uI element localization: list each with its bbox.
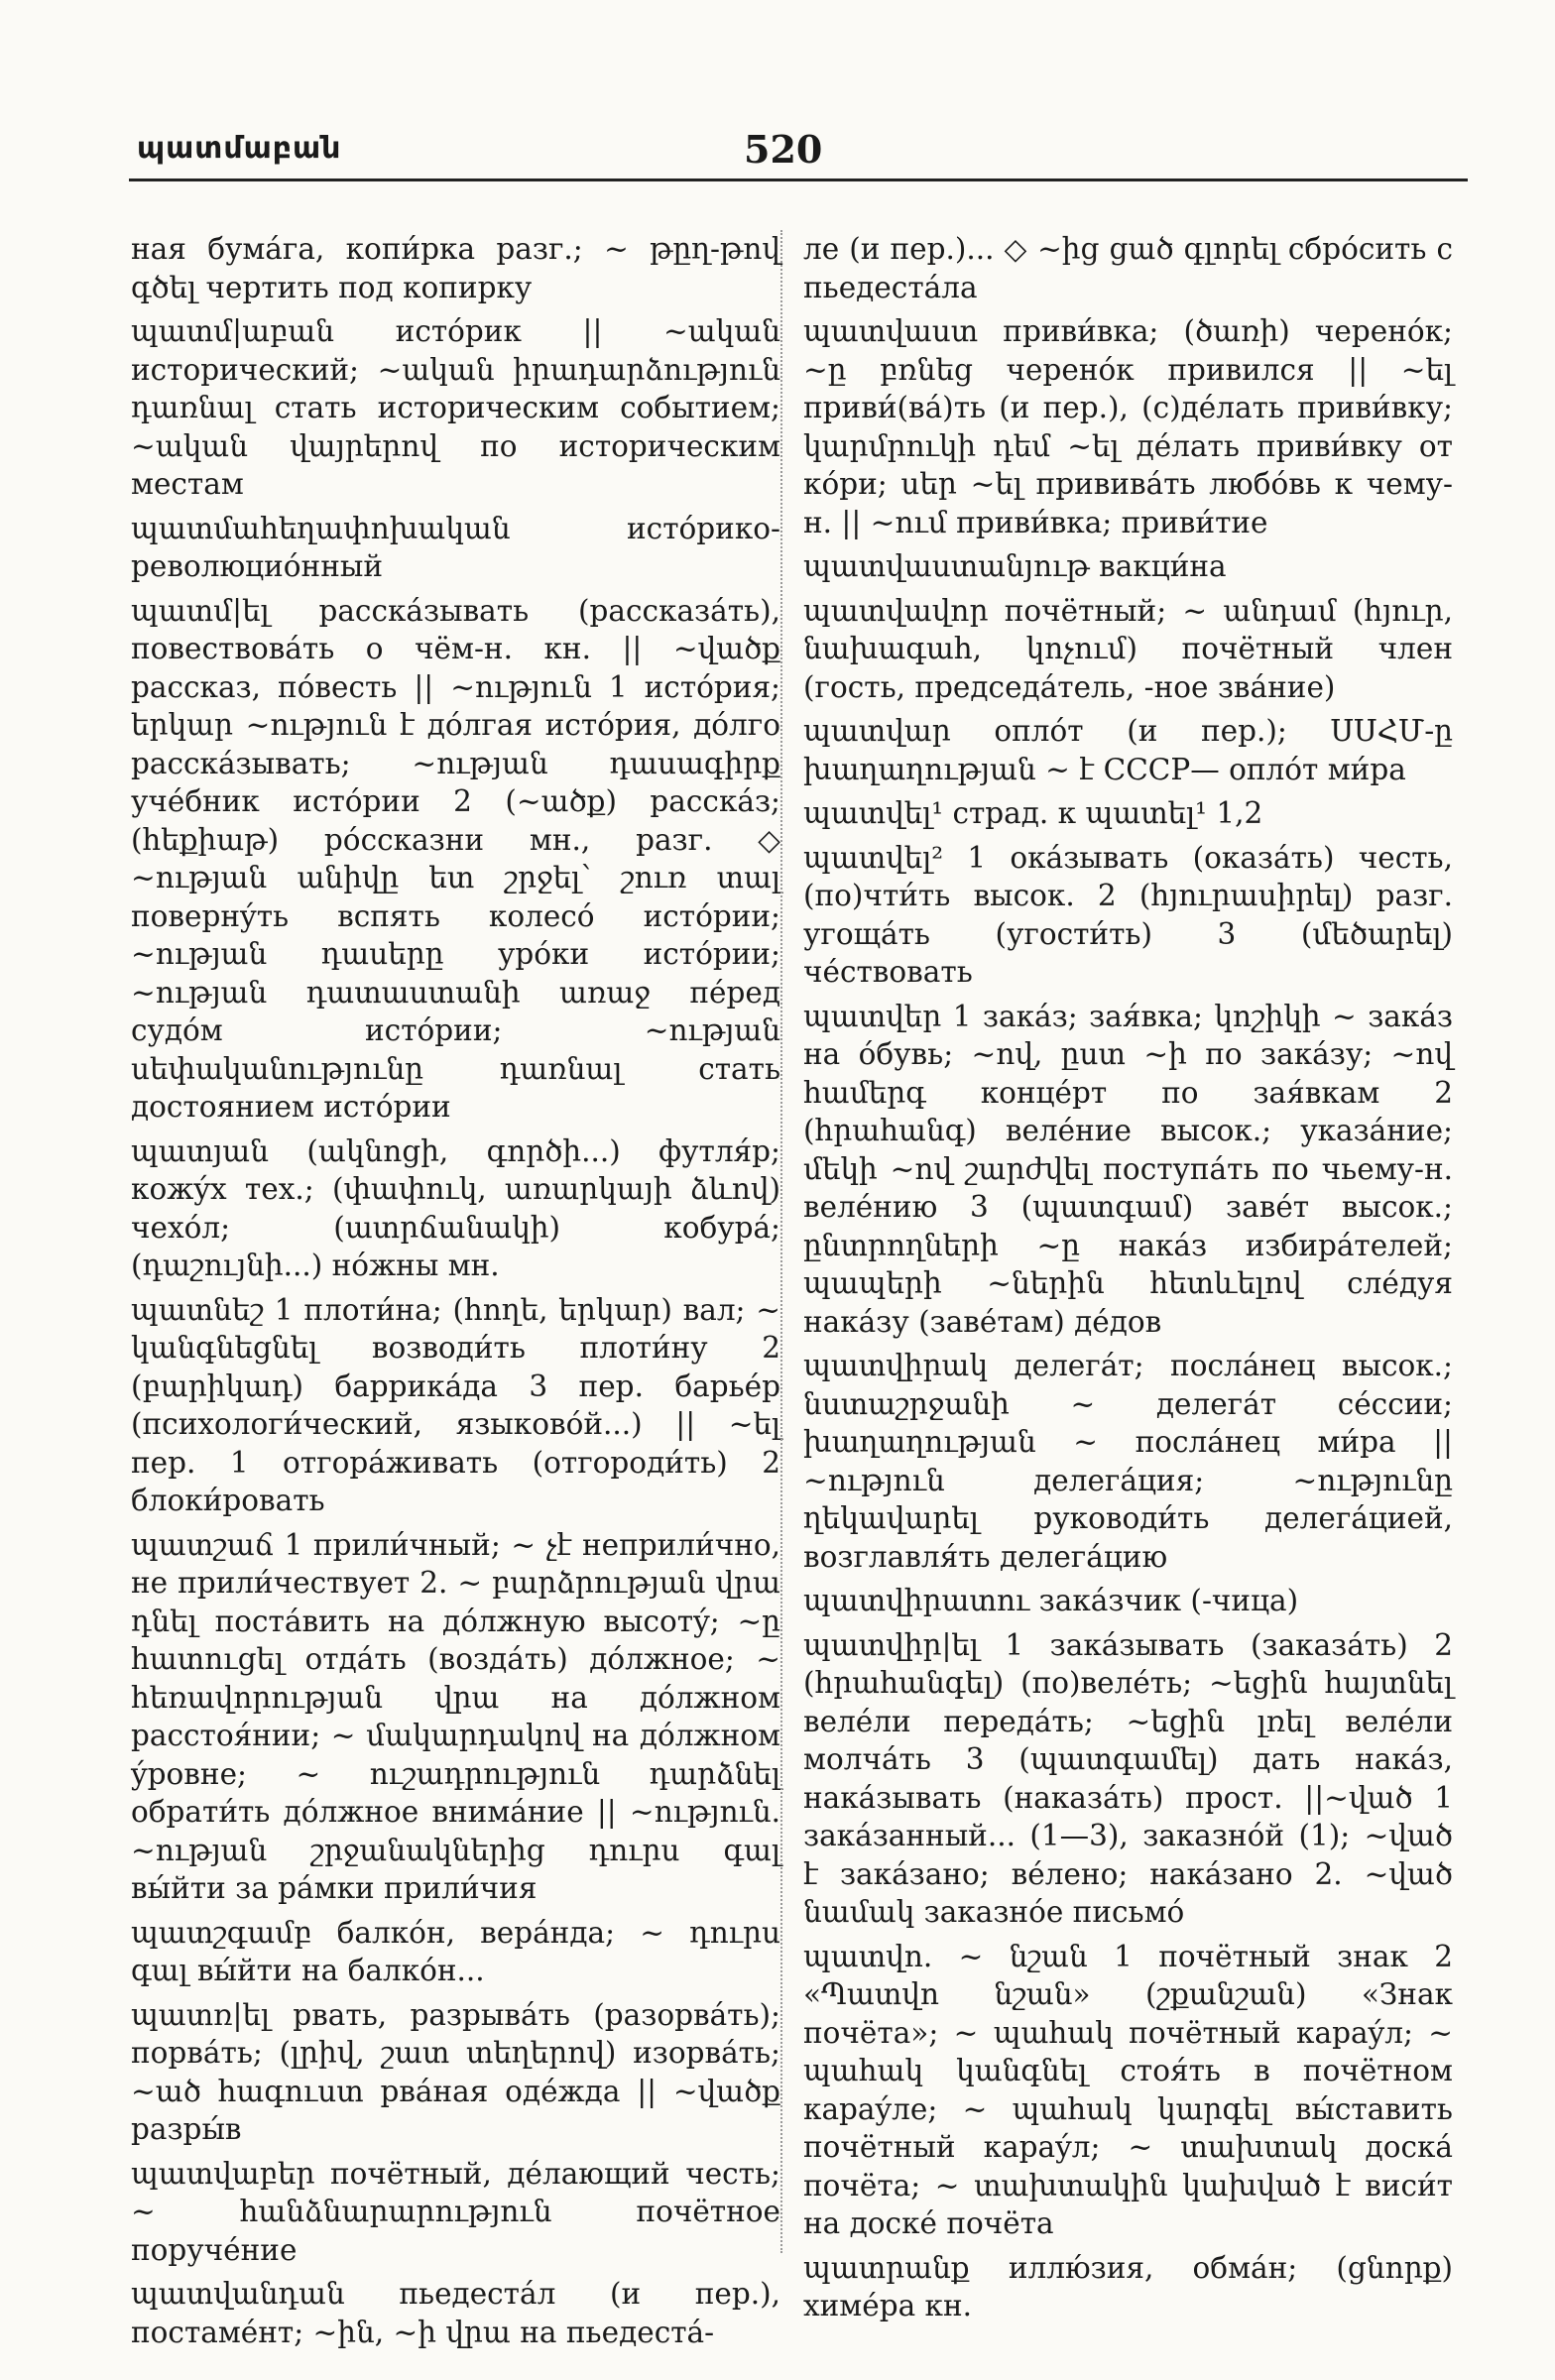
dictionary-entry: պատռ|ել рвать, разрывáть (разорвáть); порвáть; (լրիվ, շատ տեղերով) изорвáть; ~ած հագուստ рвáная одéжда || ~վածք разры́в — [131, 1997, 780, 2146]
dictionary-entry: պատվեր 1 закáз; зая́вка; կոշիկի ~ закáз на óбувь; ~ով, ըստ ~ի по закáзу; ~ով համերգ концéрт по зая́вкам 2 (հրահանգ) велéние высок.; указáние; մեկի ~ով շարժվել поступáть по чьему-н. велéнию 3 (պատգամ) завéт высок.; ընտրողների ~ը накáз избирáтелей; պապերի ~ներին հետևելով слéдуя накáзу (завéтам) дéдов — [803, 999, 1453, 1339]
dictionary-entry: պատվանդան пьедестáл (и пер.), постамéнт; ~ին, ~ի վրա на пьедестá- — [131, 2277, 780, 2349]
dictionary-entry: պատմ|աբան истóрик || ~ական исторический; ~ական իրադարձություն դառնալ стать историческим событием; ~ական վայրերով по историческим местам — [131, 314, 780, 501]
dictionary-entry: ная бумáга, копи́рка разг.; ~ թըղ-թով գծել чертить под копирку — [131, 232, 780, 304]
left-column — [131, 230, 780, 2357]
dictionary-entry: պատվո. ~ նշան 1 почётный знак 2 «Պատվո նշան» (շքանշան) «Знак почёта»; ~ պահակ почётный караýл; ~ պահակ կանգնել стоя́ть в почётном караýле; ~ պահակ կարգել вы́ставить почётный караýл; ~ տախտակ доскá почёта; ~ տախտակին կախված է виси́т на доскé почёта — [803, 1939, 1453, 2240]
dictionary-entry: պատվել¹ страд. к պատել¹ 1,2 — [803, 796, 1263, 830]
dictionary-entry: պատմահեղափոխական истóрико-революциóнный — [131, 511, 780, 583]
running-head: պատմաբան — [137, 131, 342, 166]
dictionary-entry: պատվել² 1 окáзывать (оказáть) честь, (по)чти́ть высок. 2 (հյուրասիրել) разг. угощáть (угости́ть) 3 (մեծարել) чéствовать — [803, 840, 1453, 989]
dictionary-entry: պատվաստանյութ вакци́на — [803, 549, 1227, 583]
dictionary-entry: ле (и пер.)... ◇ ~ից ցած գլորել сбрóсить с пьедестáла — [803, 232, 1453, 304]
dictionary-entry: պատյան (ակնոցի, գործի...) футля́р; кожýх тех.; (փափուկ, առարկայի ձևով) чехóл; (ատրճանակի) кобурá; (դաշույնի...) нóжны мн. — [131, 1133, 780, 1282]
dictionary-entry: պատմ|ել расскáзывать (рассказáть), повествовáть о чём-н. кн. || ~վածք рассказ, пóвесть || ~ություն 1 истóрия; երկար ~ություն է дóлгая истóрия, дóлго расскáзывать; ~ության դասագիրք учéбник истóрии 2 (~ածք) расскáз; (հեքիաթ) рóссказни мн., разг. ◇ ~ության անիվը ետ շրջել՝ շուռ տալ повернýть вспять колесó истóрии; ~ության դասերը урóки истóрии; ~ության դատաստանի առաջ пéред судóм истóрии; ~ության սեփականությունը դառնալ стать достоянием истóрии — [131, 593, 780, 1124]
dictionary-entry: պատվար оплóт (и пер.); ՍՍՀՄ-ը խաղաղության ~ է СССР— оплóт ми́ра — [803, 714, 1453, 786]
dictionary-entry: պատվիրակ делегáт; послáнец высок.; նստաշրջանի ~ делегáт сéссии; խաղաղության ~ послáнец ми́ра || ~ություն делегáция; ~ությունը ղեկավարել руководи́ть делегáцией, возглавля́ть делегáцию — [803, 1349, 1453, 1574]
dictionary-entry: պատվաստ приви́вка; (ծառի) черенóк; ~ը բռնեց черенóк привился || ~ել приви́(вá)ть (и пер.), (с)дéлать приви́вку; կարմրուկի դեմ ~ել дéлать приви́вку от кóри; սեր ~ել прививáть любóвь к чему-н. || ~ում приви́вка; приви́тие — [803, 314, 1453, 539]
dictionary-entry: պատվիր|ել 1 закáзывать (заказáть) 2 (հրահանգել) (по)велéть; ~եցին հայտնել велéли передáть; ~եցին լռել велéли молчáть 3 (պատգամել) дать накáз, накáзывать (наказáть) прост. ||~ված 1 закáзанный... (1—3), заказнóй (1); ~ված է закáзано; вéлено; накáзано 2. ~ված նամակ заказнóе письмó — [803, 1627, 1453, 1929]
page-number: 520 — [744, 127, 823, 172]
page-header — [129, 127, 1468, 181]
dictionary-entry: պատշաճ 1 прили́чный; ~ չէ неприли́чно, не прили́чествует 2. ~ բարձրության վրա դնել постáвить на дóлжную высотý; ~ը հատուցել отдáть (воздáть) дóлжное; ~ հեռավորության վրա на дóлжном расстоя́нии; ~ մակարդակով на дóлжном ýровне; ~ ուշադրություն դարձնել обрати́ть дóлжное внимáние || ~ություն. ~ության շրջանակներից դուրս գալ вы́йти за рáмки прили́чия — [131, 1527, 780, 1905]
dictionary-entry: պատրանք иллю́зия, обмáн; (ցնորք) химéра кн. — [803, 2250, 1453, 2322]
dictionary-entry: պատվավոր почётный; ~ անդամ (հյուր, նախագահ, կոչում) почётный член (гость, председáтель, -ное звáние) — [803, 593, 1453, 704]
dictionary-entry: պատվիրատու закáзчик (-чица) — [803, 1584, 1299, 1617]
dictionary-entry: պատնեշ 1 плоти́на; (հողե, երկար) вал; ~ կանգնեցնել возводи́ть плоти́ну 2 (բարիկադ) баррикáда 3 пер. барьéр (психологи́ческий, языкoвóй...) || ~ել пер. 1 отгорáживать (отгороди́ть) 2 блоки́ровать — [131, 1292, 780, 1517]
column-divider — [780, 230, 782, 2253]
dictionary-entry: պատվաբեր почётный, дéлающий честь; ~ հանձնարարություն почётное поручéние — [131, 2156, 780, 2267]
dictionary-entry: պատշգամբ балкóн, верáнда; ~ դուրս գալ вы́йти на балкóн... — [131, 1915, 780, 1987]
right-column — [803, 230, 1453, 2331]
